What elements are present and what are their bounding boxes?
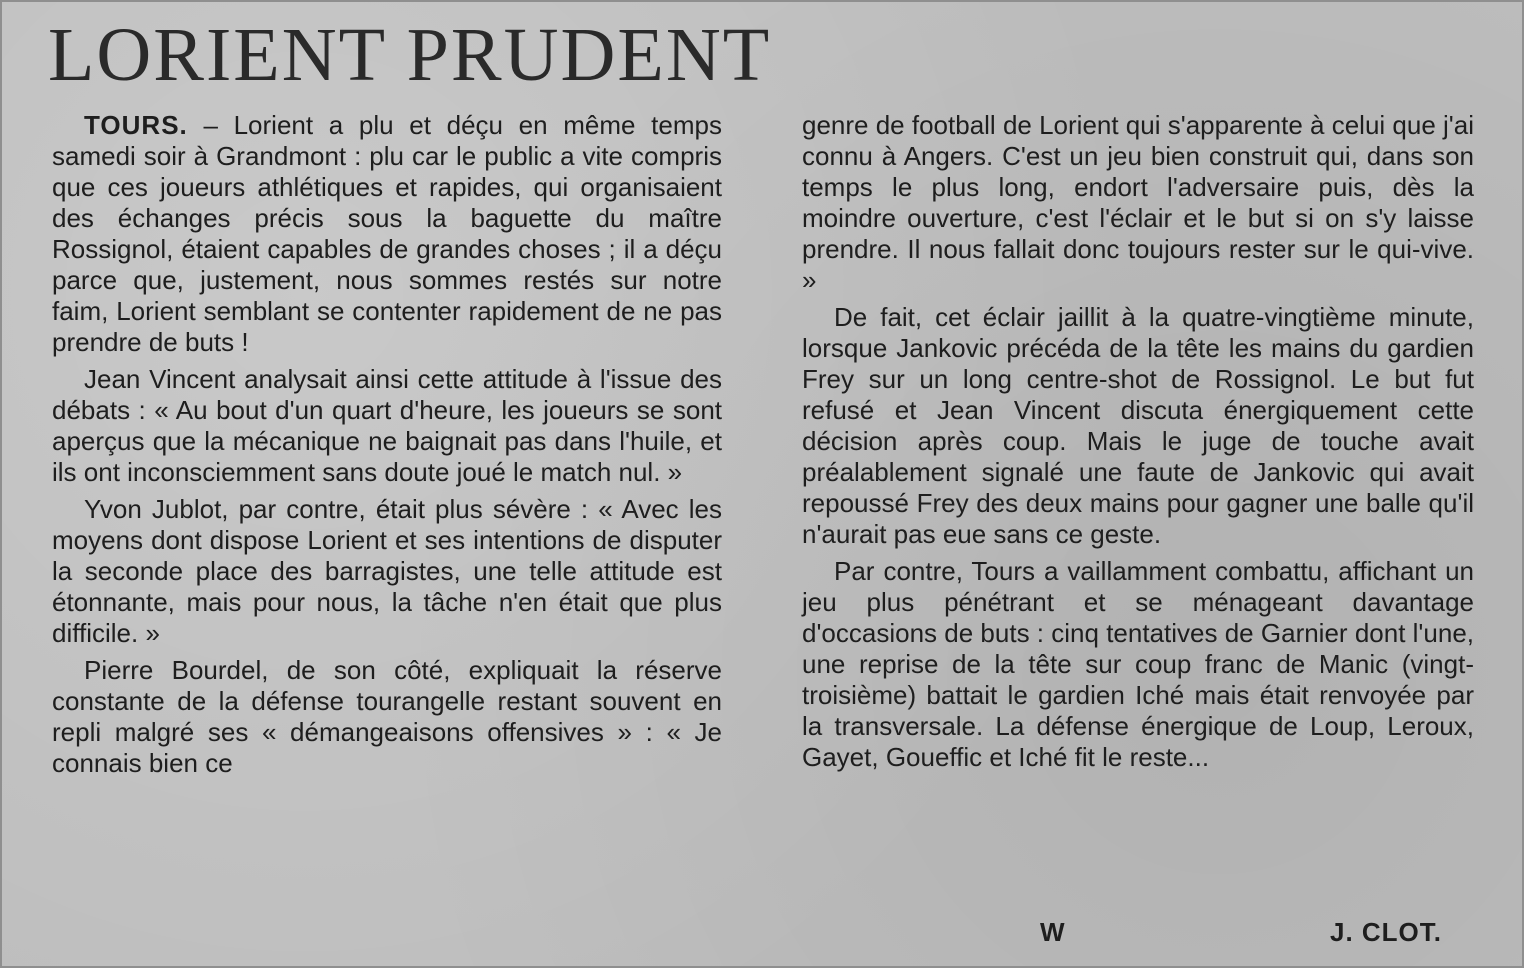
paragraph: Pierre Bourdel, de son côté, expliquait la réserve constante de la défense tourangelle restant souvent en repli malgré ses « démangeaisons offensives » : « Je connais bien ce [52,655,722,778]
paragraph: Yvon Jublot, par contre, était plus sévère : « Avec les moyens dont dispose Lorient et ses intentions de disputer la seconde place des barragistes, une telle attitude est étonnante, mais pour nous, la tâche n'en était que plus difficile. » [52,494,722,648]
author-name: J. CLOT. [1329,917,1442,947]
paragraph: De fait, cet éclair jaillit à la quatre-vingtième minute, lorsque Jankovic précéda de la tête les mains du gardien Frey sur un long centre-shot de Rossignol. Le but fut refusé et Jean Vincent discuta énergiquement cette décision après coup. Mais le juge de touche avait préalablement signalé une faute de Jankovic qui avait repoussé Frey des deux mains pour gagner une balle qu'il n'aurait pas eue sans ce geste. [802,302,1474,549]
paragraph [52,110,722,358]
byline [802,916,1442,950]
dateline: TOURS. [84,110,188,140]
paragraph: Par contre, Tours a vaillamment combattu, affichant un jeu plus pénétrant et se ménageant davantage d'occasions de buts : cinq tentatives de Garnier dont l'une, une reprise de la tête sur coup franc de Manic (vingt-troisième) battait le gardien Iché mais était renvoyée par la transversale. La défense énergique de Loup, Leroux, Gayet, Goueffic et Iché fit le reste... [802,556,1474,772]
signature-mark: W [1040,917,1065,947]
headline: LORIENT PRUDENT [48,13,772,97]
paragraph: Jean Vincent analysait ainsi cette attitude à l'issue des débats : « Au bout d'un quart d'heure, les joueurs se sont aperçus que la mécanique ne baignait pas dans l'huile, et ils ont inconsciemment sans doute joué le match nul. » [52,364,722,487]
right-column [802,110,1474,779]
paragraph-text: – Lorient a plu et déçu en même temps samedi soir à Grandmont : plu car le public a vite compris que ces joueurs athlétiques et rapides, qui organisaient des échanges précis sous la baguette du maître Rossignol, étaient capables de grandes choses ; il a déçu parce que, justement, nous sommes restés sur notre faim, Lorient semblant se contenter rapidement de ne pas prendre de buts ! [52,110,722,357]
paragraph-continued: genre de football de Lorient qui s'apparente à celui que j'ai connu à Angers. C'est un jeu bien construit qui, dans son temps le plus long, endort l'adversaire puis, dès la moindre ouverture, c'est l'éclair et le but si on s'y laisse prendre. Il nous fallait donc toujours rester sur le qui-vive. » [802,110,1474,295]
left-column [52,110,722,785]
